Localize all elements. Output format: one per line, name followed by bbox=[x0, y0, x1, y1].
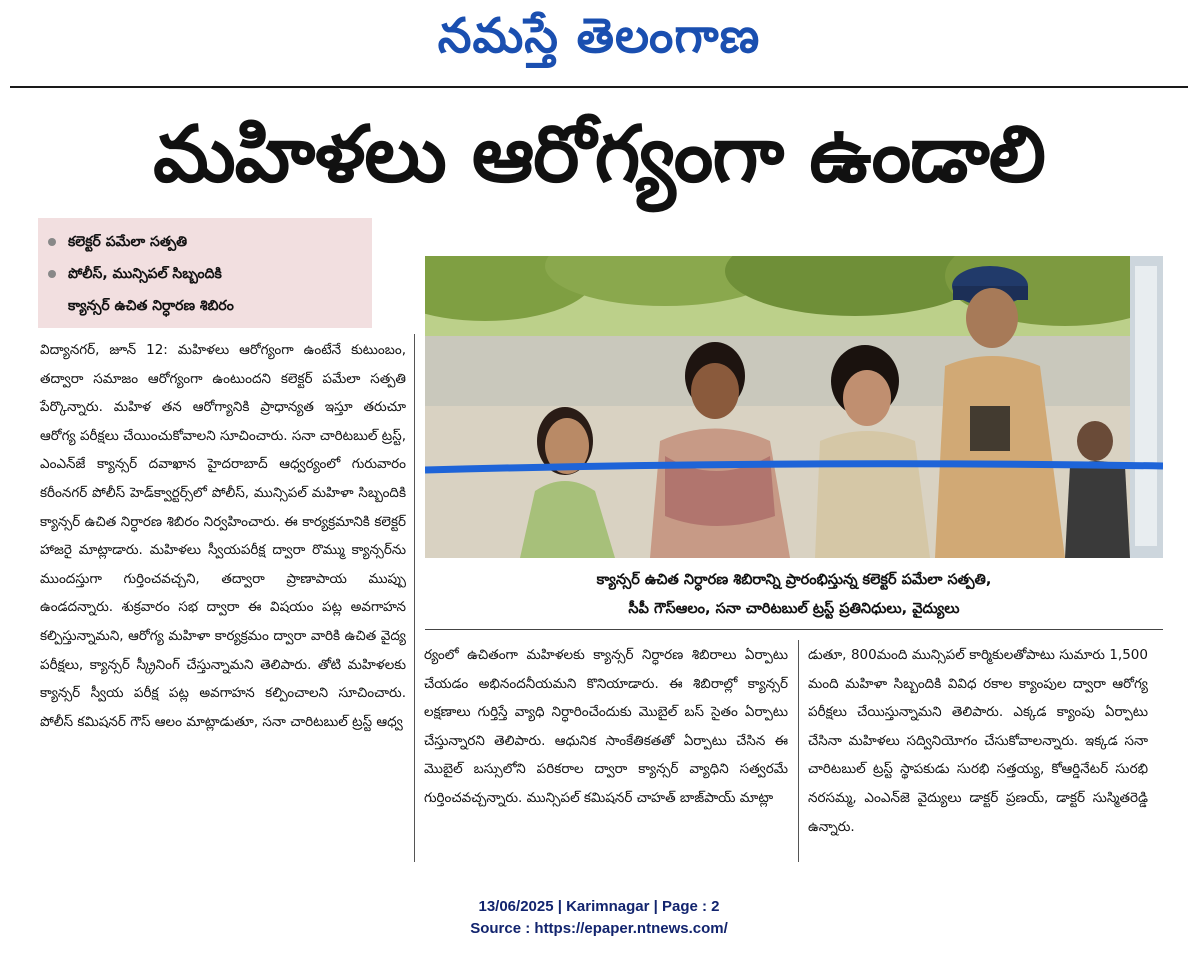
source-link[interactable]: Source : https://epaper.ntnews.com/ bbox=[470, 920, 728, 937]
caption-line: సీపీ గౌస్ఆలం, సనా చారిటబుల్ ట్రస్ట్ ప్రతినిధులు, వైద్యులు bbox=[628, 601, 960, 617]
highlight-item bbox=[48, 258, 362, 290]
article-column-3: డుతూ, 800మంది మున్సిపల్ కార్మికులతోపాటు సుమారు 1,500 మంది మహిళా సిబ్బందికి వివిధ రకాల క్యాంపుల ద్వారా ఆరోగ్య పరీక్షలు చేయిస్తున్నామని తెలిపారు. ఎక్కడ క్యాంపు ఏర్పాటు చేసినా మహిళలు సద్వినియోగం చేసుకోవాలన్నారు. ఇక్కడ సనా చారిటబుల్ ట్రస్ట్ స్థాపకుడు సురభి సత్తయ్య, కోఆర్డినేటర్ సురభి నరసమ్మ, ఎంఎన్‌జె వైద్యులు డాక్టర్ ప్రణయ్, డాక్టర్ సుస్మితరెడ్డి ఉన్నారు. bbox=[808, 647, 1148, 835]
caption-divider bbox=[425, 629, 1163, 630]
highlight-text: పోలీస్, మున్సిపల్ సిబ్బందికి bbox=[68, 266, 222, 282]
edition-info: 13/06/2025 | Karimnagar | Page : 2 bbox=[478, 898, 720, 915]
highlights-box bbox=[38, 218, 372, 328]
highlight-item bbox=[48, 226, 362, 258]
bullet-icon bbox=[48, 238, 56, 246]
source-footer bbox=[0, 896, 1198, 940]
column-divider bbox=[798, 640, 799, 862]
bullet-icon bbox=[48, 270, 56, 278]
top-divider bbox=[10, 86, 1188, 88]
photo-caption bbox=[425, 566, 1163, 624]
highlight-text: క్యాన్సర్ ఉచిత నిర్ధారణ శిబిరం bbox=[68, 298, 234, 314]
article-column-2: ర్యంలో ఉచితంగా మహిళలకు క్యాన్సర్ నిర్ధారణ శిబిరాలు ఏర్పాటు చేయడం అభినందనీయమని కొనియాడారు. ఈ శిబిరాల్లో క్యాన్సర్ లక్షణాలు గుర్తిస్తే వ్యాధి నిర్ధారించేందుకు మొబైల్ బస్ సైతం ఏర్పాటు చేస్తున్నారని తెలిపారు. ఆధునిక సాంకేతికతతో ఏర్పాటు చేసిన ఈ మొబైల్ బస్సులోని పరికరాల ద్వారా క్యాన్సర్ వ్యాధిని సత్వరమే గుర్తించవచ్చన్నారు. మున్సిపల్ కమిషనర్ చాహత్ బాజ్‌పాయ్ మాట్లా bbox=[424, 647, 788, 806]
column-divider bbox=[414, 334, 415, 862]
headline: మహిళలు ఆరోగ్యంగా ఉండాలి bbox=[153, 110, 1045, 200]
masthead bbox=[0, 8, 1198, 72]
caption-line: క్యాన్సర్ ఉచిత నిర్ధారణ శిబిరాన్ని ప్రారంభిస్తున్న కలెక్టర్ పమేలా సత్పతి, bbox=[596, 572, 992, 588]
newspaper-logo: నమస్తే తెలంగాణ bbox=[437, 8, 761, 64]
article-column-1: విద్యానగర్, జూన్ 12: మహిళలు ఆరోగ్యంగా ఉంటేనే కుటుంబం, తద్వారా సమాజం ఆరోగ్యంగా ఉంటుందని కలెక్టర్ పమేలా సత్పతి పేర్కొన్నారు. మహిళ తన ఆరోగ్యానికి ప్రాధాన్యత ఇస్తూ తరుచూ ఆరోగ్య పరీక్షలు చేయించుకోవాలని సూచించారు. సనా చారిటబుల్ ట్రస్ట్, ఎంఎన్‌జే క్యాన్సర్ దవాఖాన హైదరాబాద్ ఆధ్వర్యంలో గురువారం కరీంనగర్ పోలీస్ హెడ్‌క్వార్టర్స్‌లో పోలీస్, మున్సిపల్ మహిళా సిబ్బందికి క్యాన్సర్ ఉచిత నిర్ధారణ శిబిరం నిర్వహించారు. ఈ కార్యక్రమానికి కలెక్టర్ హాజరై మాట్లాడారు. మహిళలు స్వీయపరీక్ష ద్వారా రొమ్ము క్యాన్సర్‌ను ముందస్తుగా గుర్తించవచ్చని, తద్వారా ప్రాణాపాయ ముప్పు ఉండదన్నారు. శుక్రవారం సభ ద్వారా ఈ విషయం పట్ల అవగాహన కల్పిస్తున్నామని, ఆరోగ్య మహిళా కార్యక్రమం ద్వారా వారికి ఉచిత వైద్య పరీక్షలు, క్యాన్సర్ స్క్రీనింగ్ చేస్తున్నామని తెలిపారు. తోటి మహిళలకు క్యాన్సర్ స్వీయ పరీక్ష పట్ల అవగాహన కల్పించాలని సూచించారు. పోలీస్ కమిషనర్ గౌస్ ఆలం మాట్లాడుతూ, సనా చారిటబుల్ ట్రస్ట్ ఆధ్వ bbox=[40, 342, 406, 730]
event-photo bbox=[425, 256, 1163, 558]
highlight-text: కలెక్టర్ పమేలా సత్పతి bbox=[68, 234, 188, 250]
